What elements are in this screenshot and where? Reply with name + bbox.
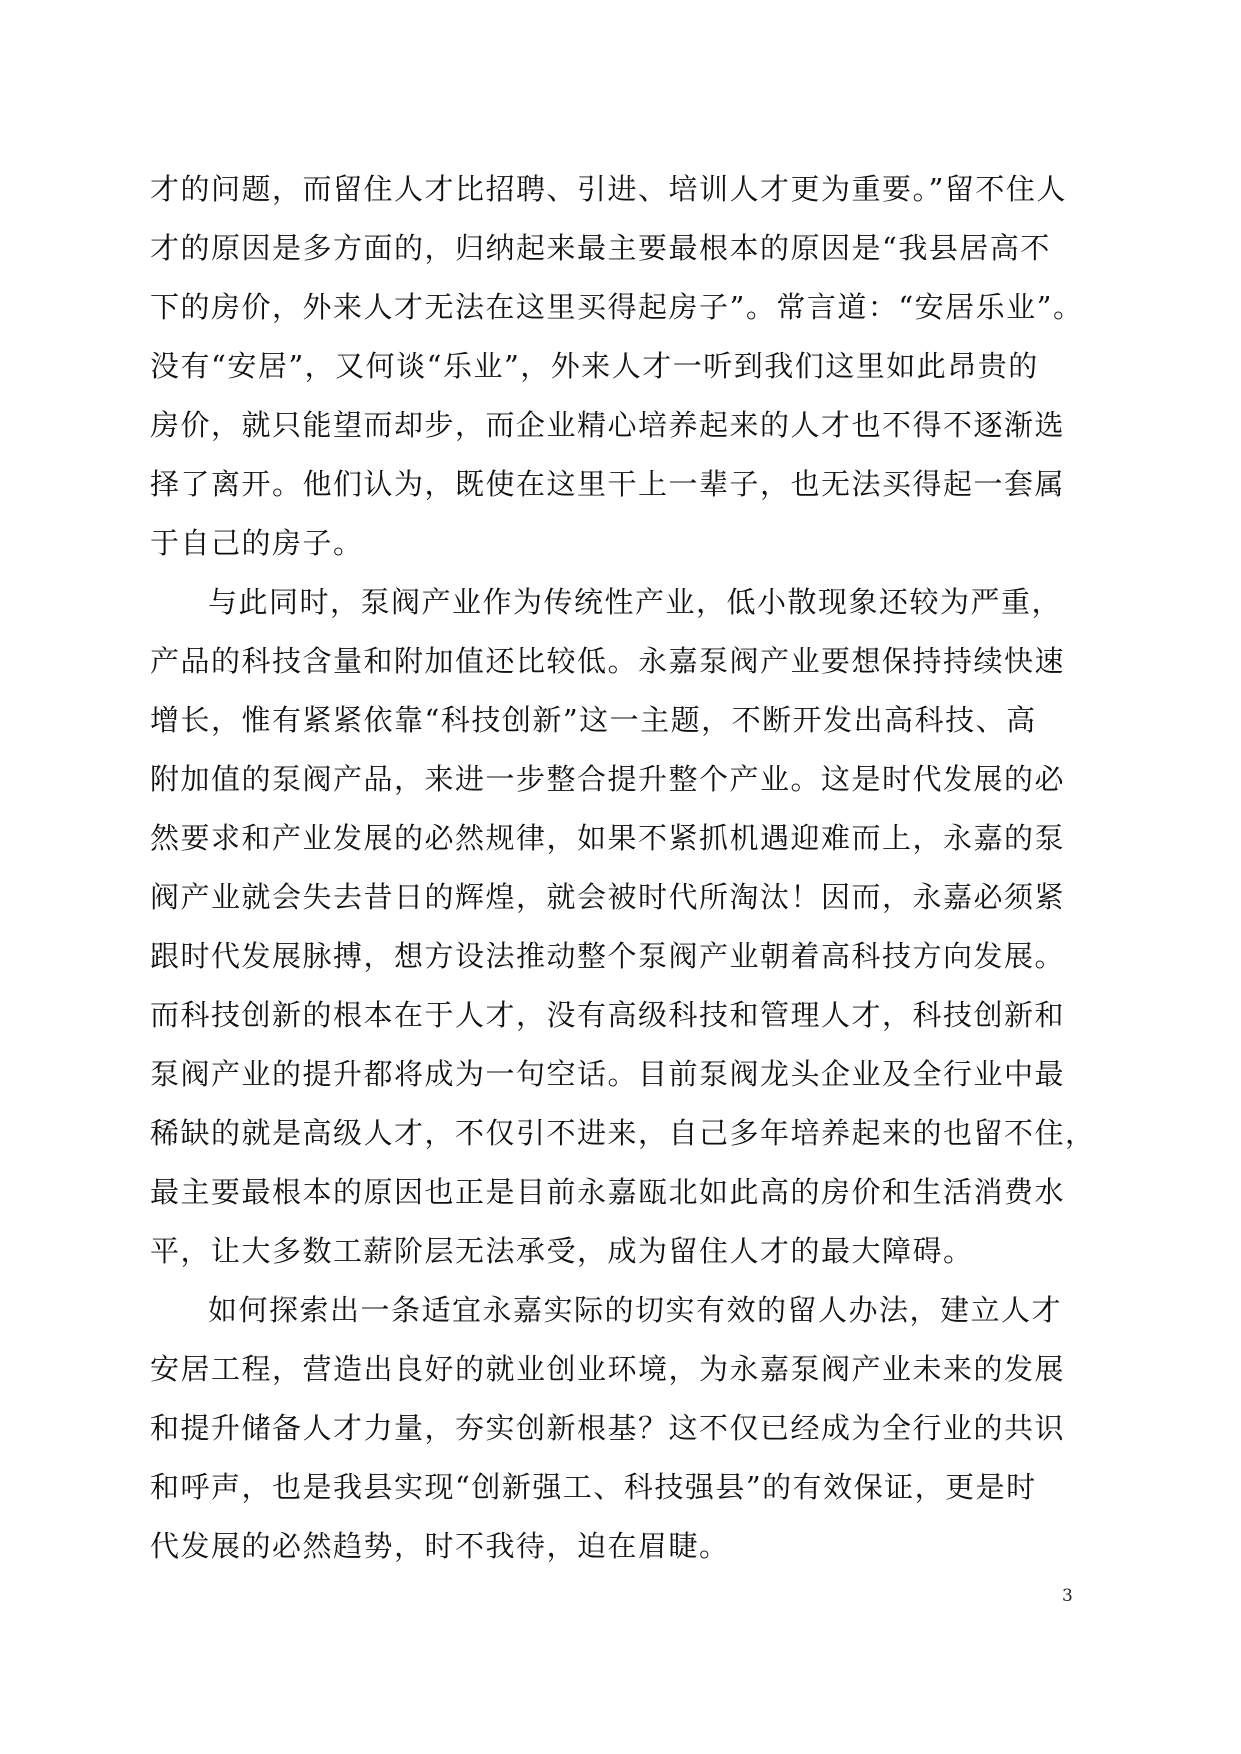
text-line: 和呼声，也是我县实现“创新强工、科技强县”的有效保证，更是时	[150, 1470, 1037, 1504]
text-line: 于自己的房子。	[150, 526, 364, 560]
text-line: 跟时代发展脉搏，想方设法推动整个泵阀产业朝着高科技方向发展。	[150, 939, 1066, 973]
text-line: 泵阀产业的提升都将成为一句空话。目前泵阀龙头企业及全行业中最	[150, 1057, 1066, 1091]
text-line: 安居工程，营造出良好的就业创业环境，为永嘉泵阀产业未来的发展	[150, 1352, 1066, 1386]
text-line: 平，让大多数工薪阶层无法承受，成为留住人才的最大障碍。	[150, 1234, 974, 1268]
text-line: 增长，惟有紧紧依靠“科技创新”这一主题，不断开发出高科技、高	[150, 703, 1037, 737]
text-line: 没有“安居”，又何谈“乐业”，外来人才一听到我们这里如此昂贵的	[150, 349, 1039, 383]
text-line: 下的房价，外来人才无法在这里买得起房子”。常言道：“安居乐业”。	[150, 290, 1084, 324]
text-line: 附加值的泵阀产品，来进一步整合提升整个产业。这是时代发展的必	[150, 762, 1066, 796]
text-line: 择了离开。他们认为，既使在这里干上一辈子，也无法买得起一套属	[150, 467, 1066, 501]
body-text	[150, 160, 1096, 1576]
page-number: 3	[1062, 1586, 1073, 1606]
text-line: 才的原因是多方面的，归纳起来最主要最根本的原因是“我县居高不	[150, 231, 1051, 265]
text-line: 而科技创新的根本在于人才，没有高级科技和管理人才，科技创新和	[150, 998, 1066, 1032]
text-line: 产品的科技含量和附加值还比较低。永嘉泵阀产业要想保持持续快速	[150, 644, 1066, 678]
text-line: 最主要最根本的原因也正是目前永嘉瓯北如此高的房价和生活消费水	[150, 1175, 1066, 1209]
text-line: 才的问题，而留住人才比招聘、引进、培训人才更为重要。”留不住人	[150, 172, 1067, 206]
paragraph-first-line: 如何探索出一条适宜永嘉实际的切实有效的留人办法，建立人才	[208, 1293, 1063, 1327]
text-line: 房价，就只能望而却步，而企业精心培养起来的人才也不得不逐渐选	[150, 408, 1066, 442]
text-line: 稀缺的就是高级人才，不仅引不进来，自己多年培养起来的也留不住，	[150, 1116, 1096, 1150]
text-line: 和提升储备人才力量，夯实创新根基？这不仅已经成为全行业的共识	[150, 1411, 1066, 1445]
text-line: 代发展的必然趋势，时不我待，迫在眉睫。	[150, 1529, 730, 1563]
text-line: 阀产业就会失去昔日的辉煌，就会被时代所淘汰！因而，永嘉必须紧	[150, 880, 1066, 914]
paragraph-first-line: 与此同时，泵阀产业作为传统性产业，低小散现象还较为严重，	[208, 585, 1063, 619]
text-line: 然要求和产业发展的必然规律，如果不紧抓机遇迎难而上，永嘉的泵	[150, 821, 1066, 855]
